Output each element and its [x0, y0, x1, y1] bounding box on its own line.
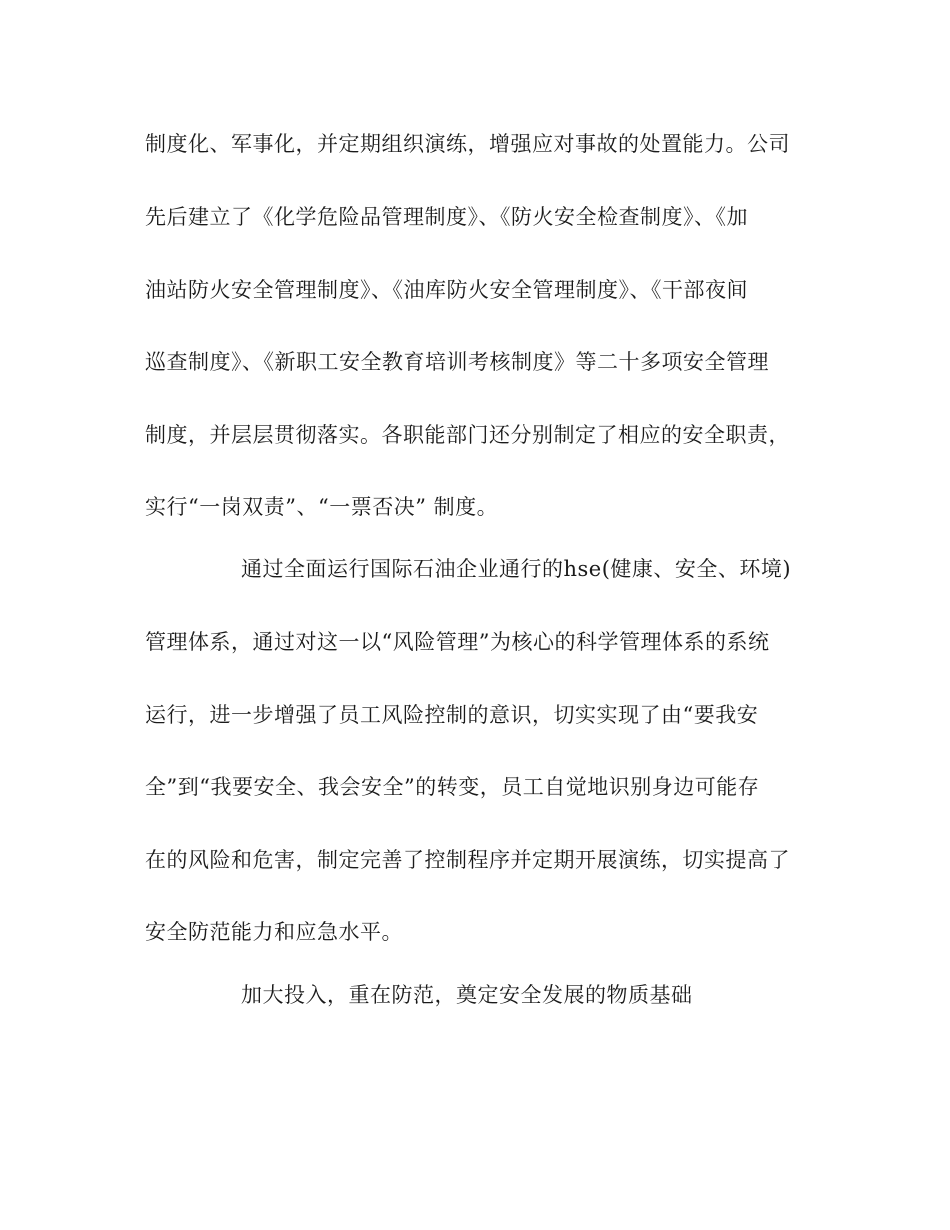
paragraph-start-line: 通过全面运行国际石油企业通行的hse(健康、安全、环境) — [241, 557, 792, 581]
text-line: 在的风险和危害，制定完善了控制程序并定期开展演练，切实提高了 — [145, 848, 790, 872]
text-line: 制度，并层层贯彻落实。各职能部门还分别制定了相应的安全职责， — [145, 423, 790, 447]
text-line: 先后建立了《化学危险品管理制度》、《防火安全检查制度》、《加 — [145, 205, 748, 229]
text-line: 安全防范能力和应急水平。 — [145, 920, 403, 944]
text-line: 制度化、军事化，并定期组织演练，增强应对事故的处置能力。公司 — [145, 132, 790, 156]
text-line: 油站防火安全管理制度》、《油库防火安全管理制度》、《干部夜间 — [145, 278, 748, 302]
text-line: 运行，进一步增强了员工风险控制的意识，切实实现了由“要我安 — [145, 703, 759, 727]
section-heading: 加大投入，重在防范，奠定安全发展的物质基础 — [241, 983, 693, 1007]
text-line: 管理体系，通过对这一以“风险管理”为核心的科学管理体系的系统 — [145, 630, 770, 654]
text-line: 全”到“我要安全、我会安全”的转变，员工自觉地识别身边可能存 — [145, 775, 760, 799]
text-line: 巡查制度》、《新职工安全教育培训考核制度》等二十多项安全管理 — [145, 350, 769, 374]
text-line: 实行“一岗双责”、“一票否决” 制度。 — [145, 495, 499, 519]
